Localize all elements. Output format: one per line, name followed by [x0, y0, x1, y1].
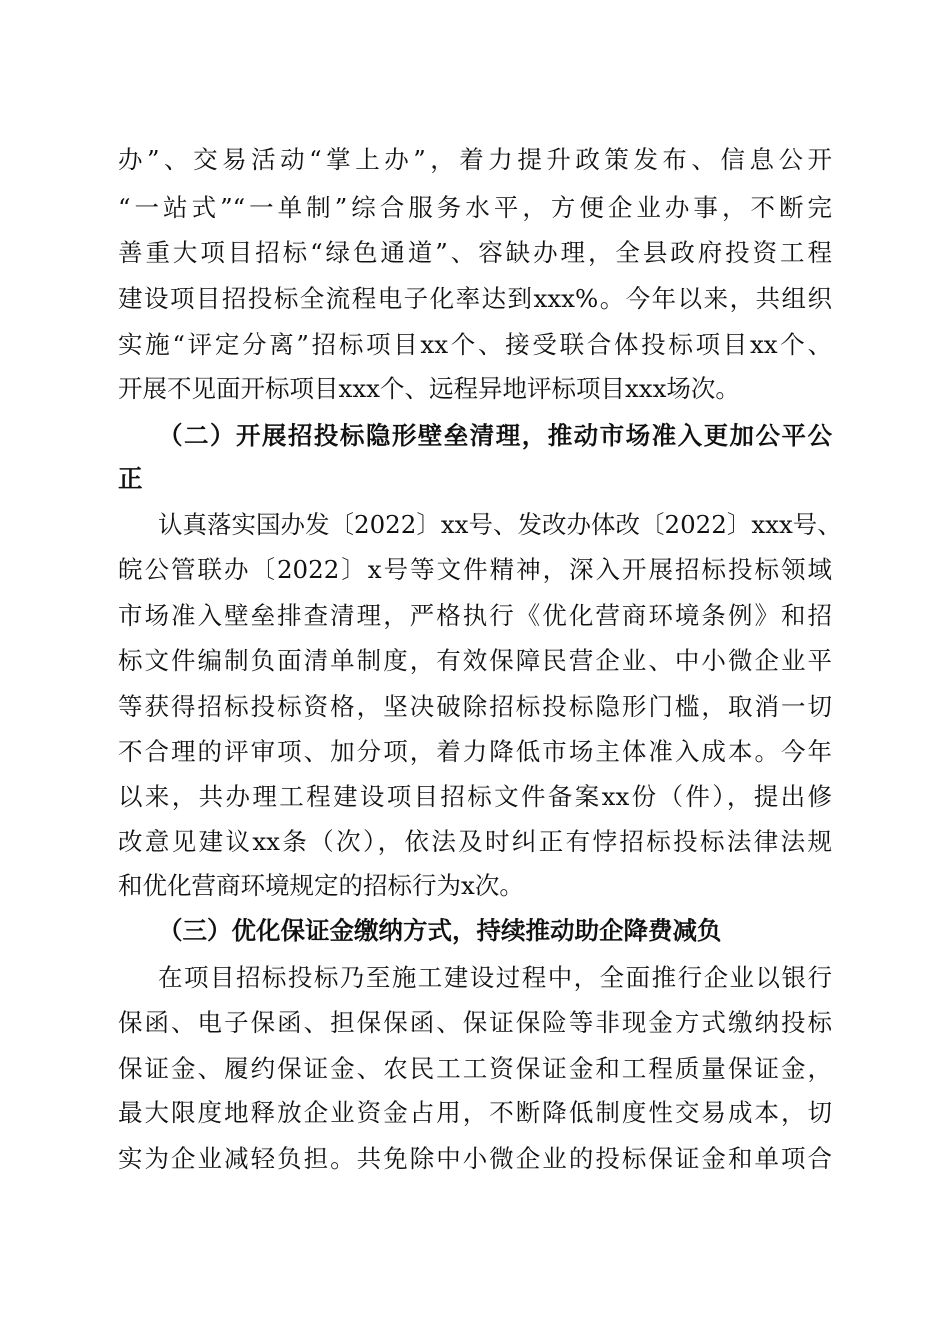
paragraph-line: 建设项目招投标全流程电子化率达到xxx%。今年以来，共组织 — [118, 284, 832, 313]
paragraph-line: 认真落实国办发〔2022〕xx号、发改办体改〔2022〕xxx号、 — [158, 510, 842, 539]
paragraph-line: “一站式”“一单制”综合服务水平，方便企业办事，不断完 — [118, 193, 832, 222]
paragraph-line: 实为企业减轻负担。共免除中小微企业的投标保证金和单项合 — [118, 1144, 832, 1173]
paragraph-line: 标文件编制负面清单制度，有效保障民营企业、中小微企业平 — [118, 646, 832, 675]
paragraph-line: 改意见建议xx条（次），依法及时纠正有悖招标投标法律法规 — [118, 827, 832, 856]
paragraph-line: 市场准入壁垒排查清理，严格执行《优化营商环境条例》和招 — [118, 601, 832, 630]
paragraph-line: 在项目招标投标乃至施工建设过程中，全面推行企业以银行 — [158, 963, 832, 992]
paragraph-line: 开展不见面开标项目xxx个、远程异地评标项目xxx场次。 — [118, 374, 740, 403]
paragraph-line: 实施“评定分离”招标项目xx个、接受联合体投标项目xx个、 — [118, 330, 832, 359]
paragraph-line: 皖公管联办〔2022〕x号等文件精神，深入开展招标投标领域 — [118, 555, 832, 584]
paragraph-line: 保证金、履约保证金、农民工工资保证金和工程质量保证金， — [118, 1054, 832, 1083]
paragraph-line: 善重大项目招标“绿色通道”、容缺办理，全县政府投资工程 — [118, 238, 832, 267]
paragraph-line: 保函、电子保函、担保保函、保证保险等非现金方式缴纳投标 — [118, 1008, 832, 1037]
section-heading: 正 — [118, 464, 143, 493]
paragraph-line: 和优化营商环境规定的招标行为x次。 — [118, 871, 524, 900]
paragraph-line: 办”、交易活动“掌上办”，着力提升政策发布、信息公开 — [118, 145, 832, 174]
section-heading: （三）优化保证金缴纳方式，持续推动助企降费减负 — [158, 916, 722, 945]
paragraph-line: 不合理的评审项、加分项，着力降低市场主体准入成本。今年 — [118, 737, 832, 766]
section-heading: （二）开展招投标隐形壁垒清理，推动市场准入更加公平公 — [158, 421, 832, 450]
paragraph-line: 以来，共办理工程建设项目招标文件备案xx份（件），提出修 — [118, 782, 832, 811]
paragraph-line: 等获得招标投标资格，坚决破除招标投标隐形门槛，取消一切 — [118, 692, 832, 721]
paragraph-line: 最大限度地释放企业资金占用，不断降低制度性交易成本，切 — [118, 1098, 832, 1127]
